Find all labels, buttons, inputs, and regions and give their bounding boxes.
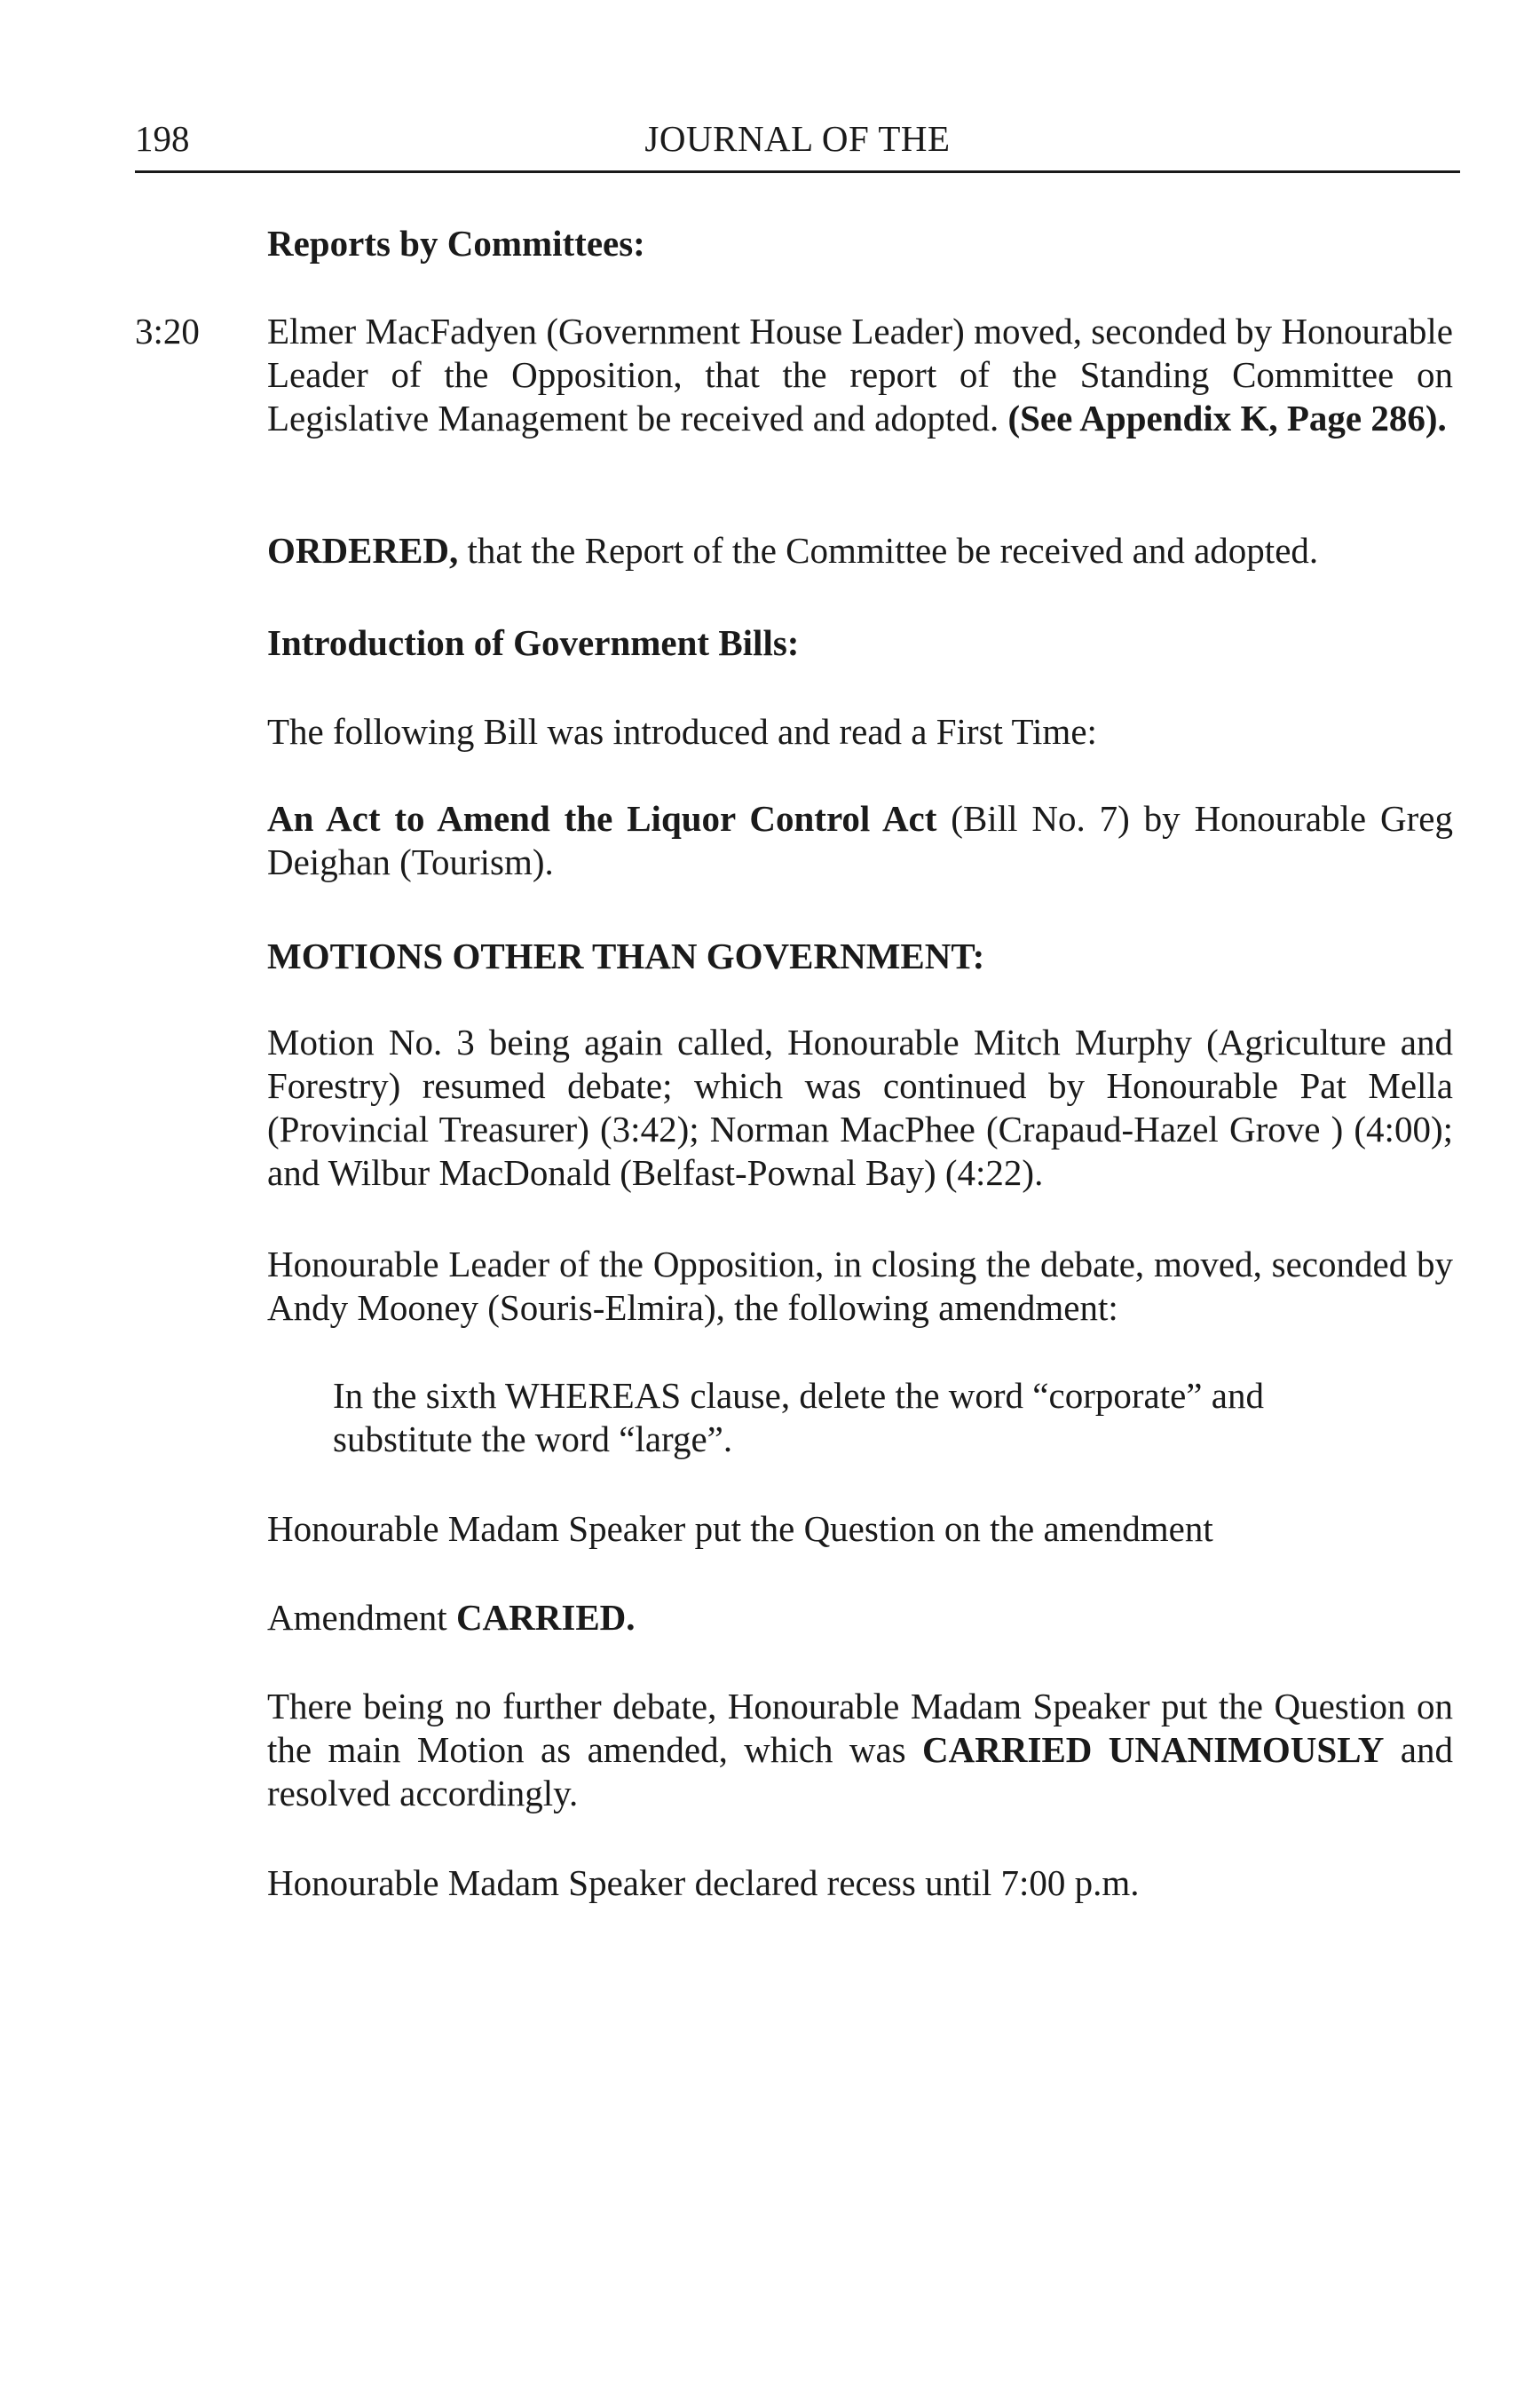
ordered-text: that the Report of the Committee be received and adopted. bbox=[458, 530, 1319, 571]
debate-paragraph: Motion No. 3 being again called, Honourable Mitch Murphy (Agriculture and Forestry) resumed debate; which was continued by Honourable Pat Mella (Provincial Treasurer) (3:42); Norman MacPhee (Crapaud-Hazel Grove ) (4:00); and Wilbur MacDonald (Belfast-Pownal Bay) (4:22). bbox=[267, 1022, 1453, 1193]
running-head: JOURNAL OF THE bbox=[644, 118, 951, 159]
reports-paragraph bbox=[267, 310, 1453, 440]
ordered-label: ORDERED, bbox=[267, 530, 459, 571]
bill-intro: The following Bill was introduced and read a First Time: bbox=[267, 711, 1097, 752]
ordered-paragraph bbox=[267, 529, 1453, 573]
main-question-end: and resolved accordingly. bbox=[267, 1729, 1453, 1813]
recess-paragraph: Honourable Madam Speaker declared recess until 7:00 p.m. bbox=[267, 1862, 1140, 1903]
page-number: 198 bbox=[135, 118, 190, 159]
main-result: CARRIED UNANIMOUSLY bbox=[922, 1729, 1385, 1770]
amendment-intro: Honourable Leader of the Opposition, in closing the debate, moved, seconded by Andy Mooney (Souris-Elmira), the following amendment: bbox=[267, 1244, 1453, 1328]
appendix-reference: (See Appendix K, Page 286). bbox=[1007, 398, 1447, 439]
amendment-result-paragraph bbox=[267, 1596, 1453, 1639]
bill-title: An Act to Amend the Liquor Control Act bbox=[267, 798, 937, 839]
page-header bbox=[135, 115, 1460, 173]
government-bills-heading: Introduction of Government Bills: bbox=[267, 622, 800, 663]
bill-details: (Bill No. 7) by Honourable Greg Deighan (Tourism). bbox=[267, 798, 1453, 882]
time-stamp: 3:20 bbox=[135, 311, 200, 352]
amendment-result-prefix: Amendment bbox=[267, 1597, 456, 1638]
main-question-text: There being no further debate, Honourable Madam Speaker put the Question on the main Motion as amended, which was bbox=[267, 1686, 1453, 1770]
bill-paragraph bbox=[267, 797, 1453, 884]
reports-heading: Reports by Committees: bbox=[267, 223, 645, 264]
question-paragraph: Honourable Madam Speaker put the Question on the amendment bbox=[267, 1508, 1213, 1549]
main-question-paragraph bbox=[267, 1685, 1453, 1815]
reports-text: Elmer MacFadyen (Government House Leader) moved, seconded by Honourable Leader of the Opposition, that the report of the Standing Committee on Legislative Management be received and adopted. bbox=[267, 311, 1453, 439]
amendment-text: In the sixth WHEREAS clause, delete the word “corporate” and substitute the word “large”. bbox=[333, 1375, 1264, 1459]
motions-heading: MOTIONS OTHER THAN GOVERNMENT: bbox=[267, 936, 985, 976]
amendment-result: CARRIED. bbox=[455, 1597, 636, 1638]
